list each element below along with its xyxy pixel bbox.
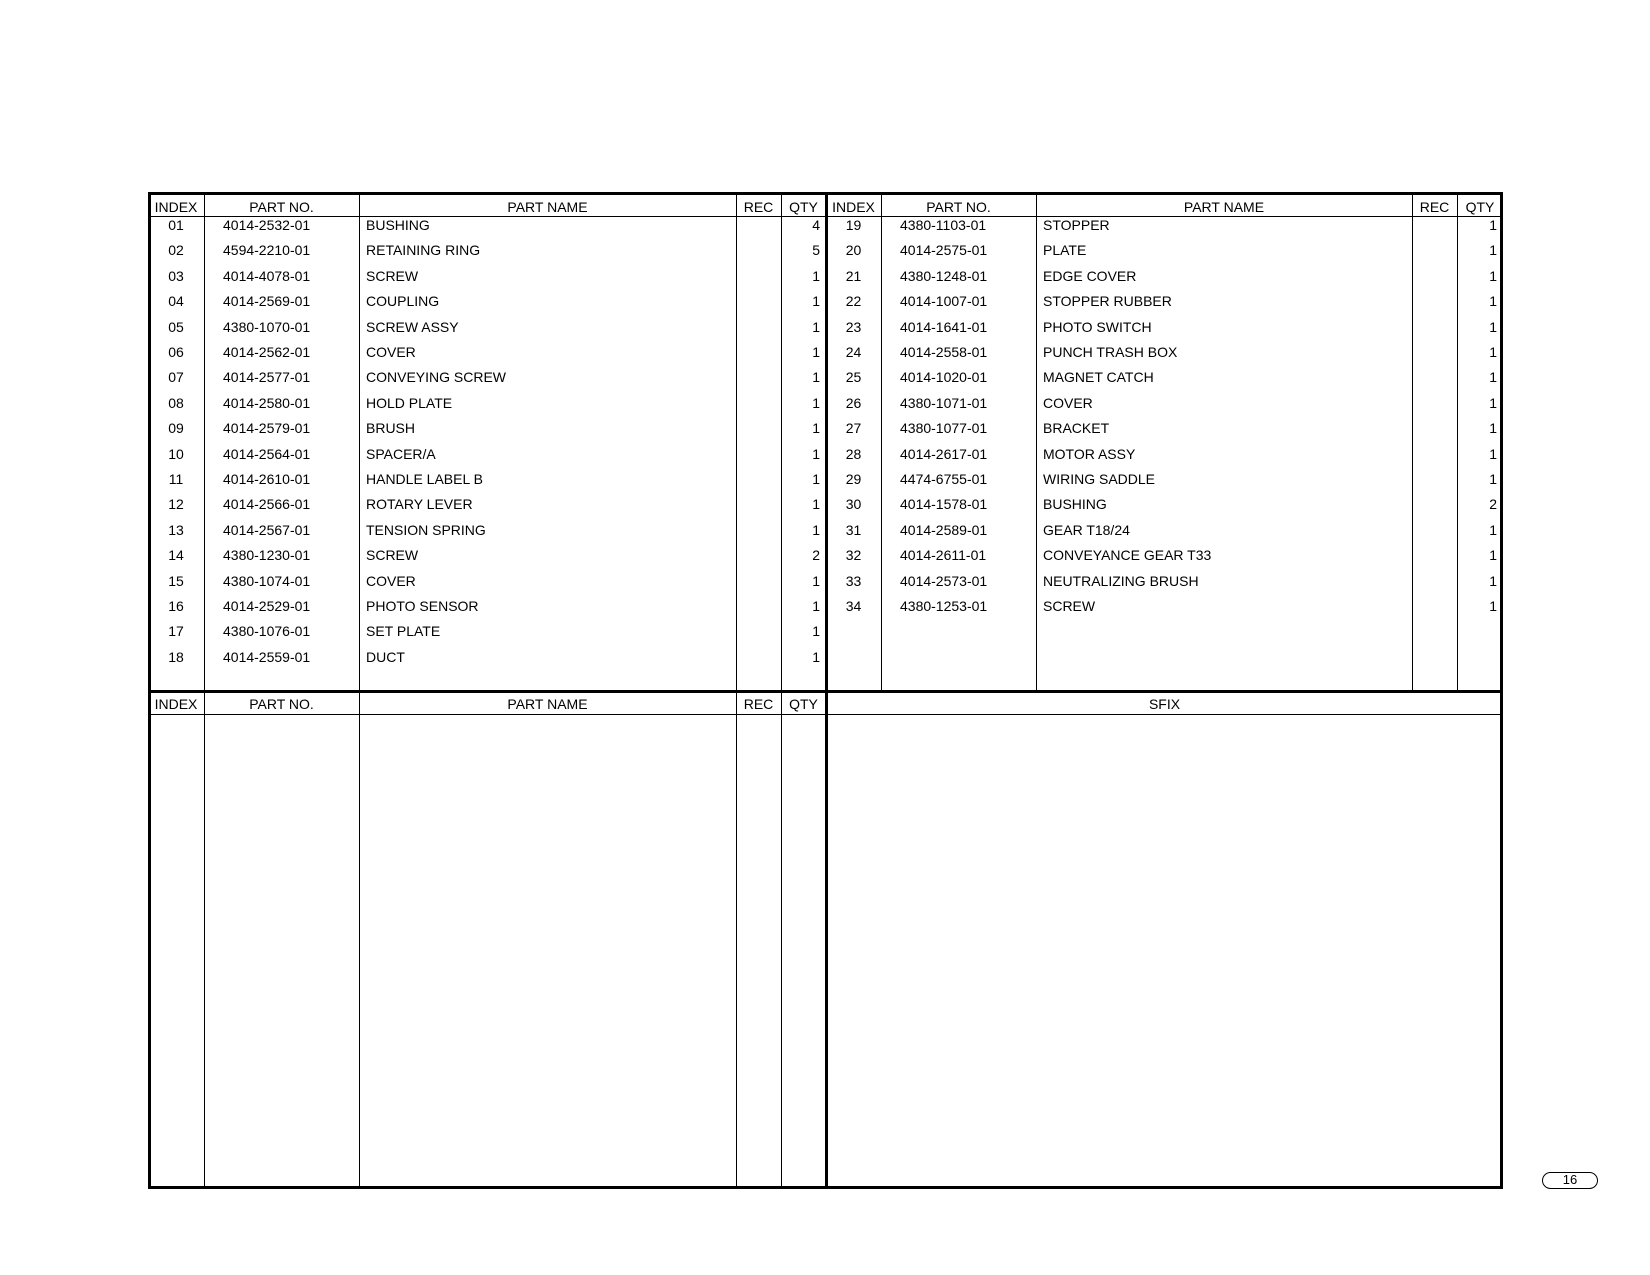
left-row-index: 17 <box>168 623 184 640</box>
left-row-part-name: HANDLE LABEL B <box>366 471 483 487</box>
right-row-part-name: PUNCH TRASH BOX <box>1043 344 1178 360</box>
left-row-part-no: 4014-2580-01 <box>223 394 311 411</box>
left-row-index: 14 <box>168 547 184 564</box>
right-column-divider <box>881 192 882 692</box>
left-row-qty: 1 <box>812 445 820 462</box>
left-row-index: 07 <box>168 369 184 386</box>
left-row-qty: 1 <box>812 623 820 640</box>
right-row-index: 26 <box>845 394 862 411</box>
left-row-index: 05 <box>168 318 184 335</box>
right-column-divider <box>1412 192 1413 692</box>
right-row-qty: 1 <box>1489 242 1497 259</box>
left-row-part-name: SCREW <box>366 267 419 284</box>
right-row-index: 27 <box>845 420 862 437</box>
left-row-part-no: 4014-2529-01 <box>223 598 311 614</box>
right-row-part-no: 4380-1248-01 <box>900 267 988 284</box>
left-row-index: 16 <box>168 598 184 614</box>
left-row-part-name: COUPLING <box>366 293 440 310</box>
left-header-qty: QTY <box>789 199 818 215</box>
right-row-index: 31 <box>845 521 862 538</box>
left-row-part-name: CONVEYING SCREW <box>366 369 507 386</box>
right-row-part-no: 4380-1077-01 <box>900 420 988 437</box>
left-row-index: 09 <box>168 420 184 437</box>
left-row-part-no: 4014-2567-01 <box>223 521 311 538</box>
left-row-index: 11 <box>168 471 184 487</box>
left-row-part-name: BRUSH <box>366 420 416 437</box>
right-row-qty: 1 <box>1489 572 1497 589</box>
right-row-qty: 1 <box>1489 598 1497 614</box>
right-header-part-name: PART NAME <box>1183 199 1265 215</box>
right-row-part-name: STOPPER RUBBER <box>1043 293 1172 310</box>
right-row-part-name: CONVEYANCE GEAR T33 <box>1043 547 1212 564</box>
left-row-index: 02 <box>168 242 184 259</box>
right-row-qty: 1 <box>1489 547 1497 564</box>
left-header-part-name: PART NAME <box>507 199 588 215</box>
left-row-part-name: BUSHING <box>366 217 430 233</box>
right-row-part-name: EDGE COVER <box>1043 267 1137 284</box>
right-row-index: 22 <box>845 293 862 310</box>
left-row-part-no: 4014-2577-01 <box>223 369 311 386</box>
right-row-qty: 1 <box>1489 293 1497 310</box>
left-row-part-name: SET PLATE <box>366 623 441 640</box>
right-row-part-name: PLATE <box>1043 242 1087 259</box>
right-column-divider <box>1036 192 1037 692</box>
left-row-qty: 1 <box>812 267 820 284</box>
left-row-qty: 1 <box>812 496 820 513</box>
left-row-qty: 1 <box>812 394 820 411</box>
right-row-part-name: STOPPER <box>1043 217 1110 233</box>
right-row-part-name: MAGNET CATCH <box>1043 369 1154 386</box>
left-row-part-no: 4594-2210-01 <box>223 242 311 259</box>
left-row-part-no: 4014-2579-01 <box>223 420 311 437</box>
right-row-part-no: 4014-2589-01 <box>900 521 988 538</box>
left-row-part-no: 4380-1070-01 <box>223 318 311 335</box>
right-row-qty: 1 <box>1489 217 1497 233</box>
left-row-index: 01 <box>168 217 184 233</box>
right-row-part-no: 4014-1578-01 <box>900 496 988 513</box>
sfix-header: SFIX <box>1148 696 1181 712</box>
left-row-part-no: 4014-2569-01 <box>223 293 311 310</box>
right-row-qty: 1 <box>1489 420 1497 437</box>
left-row-qty: 4 <box>812 217 820 233</box>
right-row-part-no: 4014-2611-01 <box>900 547 987 564</box>
right-row-index: 24 <box>845 344 862 360</box>
right-row-part-no: 4014-2575-01 <box>900 242 988 259</box>
left-row-part-name: ROTARY LEVER <box>366 496 473 513</box>
bottom-header-index: INDEX <box>154 696 198 712</box>
left-row-part-no: 4014-2566-01 <box>223 496 311 513</box>
right-row-part-no: 4014-2617-01 <box>900 445 988 462</box>
left-row-part-no: 4380-1076-01 <box>223 623 311 640</box>
left-row-index: 18 <box>168 648 184 665</box>
right-row-part-name: GEAR T18/24 <box>1043 521 1130 538</box>
right-row-part-name: NEUTRALIZING BRUSH <box>1043 572 1199 589</box>
left-row-index: 15 <box>168 572 184 589</box>
right-row-qty: 1 <box>1489 318 1497 335</box>
right-row-part-no: 4014-1020-01 <box>900 369 988 386</box>
left-row-qty: 1 <box>812 572 820 589</box>
left-row-qty: 1 <box>812 293 820 310</box>
right-row-qty: 1 <box>1489 369 1497 386</box>
left-row-qty: 1 <box>812 344 820 360</box>
left-row-qty: 1 <box>812 369 820 386</box>
center-divider <box>825 192 828 1189</box>
right-row-part-no: 4014-1641-01 <box>900 318 988 335</box>
page-number-badge: 16 <box>1542 1172 1598 1189</box>
right-row-index: 25 <box>845 369 862 386</box>
left-row-part-name: HOLD PLATE <box>366 394 453 411</box>
left-row-part-no: 4014-2559-01 <box>223 648 311 665</box>
left-row-part-no: 4014-2564-01 <box>223 445 311 462</box>
left-row-part-no: 4014-2610-01 <box>223 471 311 487</box>
right-row-qty: 1 <box>1489 445 1497 462</box>
right-row-qty: 1 <box>1489 394 1497 411</box>
bottom-header-part-no: PART NO. <box>249 696 314 712</box>
left-row-part-no: 4380-1230-01 <box>223 547 311 564</box>
left-row-qty: 1 <box>812 318 820 335</box>
left-row-qty: 1 <box>812 598 820 614</box>
right-row-part-name: BUSHING <box>1043 496 1107 513</box>
right-row-index: 20 <box>845 242 862 259</box>
left-row-part-no: 4380-1074-01 <box>223 572 311 589</box>
left-row-part-name: SCREW <box>366 547 419 564</box>
left-header-rec: REC <box>743 199 774 215</box>
right-row-qty: 1 <box>1489 267 1497 284</box>
left-row-qty: 1 <box>812 471 820 487</box>
right-header-part-no: PART NO. <box>926 199 991 215</box>
left-row-part-name: TENSION SPRING <box>366 521 486 538</box>
right-row-index: 23 <box>845 318 862 335</box>
left-row-index: 04 <box>168 293 184 310</box>
left-row-qty: 2 <box>812 547 820 564</box>
bottom-header-qty: QTY <box>789 696 818 712</box>
right-row-part-no: 4014-1007-01 <box>900 293 988 310</box>
left-column-divider <box>736 192 737 1189</box>
left-row-part-no: 4014-2532-01 <box>223 217 311 233</box>
right-row-index: 28 <box>845 445 862 462</box>
right-row-index: 34 <box>845 598 862 614</box>
right-row-part-no: 4380-1071-01 <box>900 394 988 411</box>
left-row-part-name: COVER <box>366 344 416 360</box>
bottom-header-rec: REC <box>743 696 774 712</box>
bottom-header-part-name: PART NAME <box>507 696 588 712</box>
right-row-index: 30 <box>845 496 862 513</box>
right-row-part-name: WIRING SADDLE <box>1043 471 1156 487</box>
right-row-qty: 1 <box>1489 521 1497 538</box>
left-row-part-no: 4014-4078-01 <box>223 267 311 284</box>
left-row-qty: 5 <box>812 242 820 259</box>
left-row-index: 08 <box>168 394 184 411</box>
left-row-qty: 1 <box>812 420 820 437</box>
right-row-index: 19 <box>845 217 862 233</box>
right-row-part-name: PHOTO SWITCH <box>1043 318 1152 335</box>
left-row-part-name: COVER <box>366 572 416 589</box>
right-row-index: 32 <box>845 547 862 564</box>
left-column-divider <box>781 192 782 1189</box>
left-row-index: 03 <box>168 267 184 284</box>
right-header-qty: QTY <box>1465 199 1495 215</box>
right-row-part-name: COVER <box>1043 394 1093 411</box>
right-row-index: 21 <box>845 267 862 284</box>
right-row-part-name: BRACKET <box>1043 420 1110 437</box>
left-header-part-no: PART NO. <box>249 199 314 215</box>
right-row-index: 29 <box>845 471 862 487</box>
right-row-index: 33 <box>845 572 862 589</box>
left-row-part-name: RETAINING RING <box>366 242 481 259</box>
left-row-index: 12 <box>168 496 184 513</box>
right-row-qty: 1 <box>1489 344 1497 360</box>
left-row-qty: 1 <box>812 521 820 538</box>
right-row-part-no: 4014-2573-01 <box>900 572 988 589</box>
left-row-qty: 1 <box>812 648 820 665</box>
left-row-part-name: DUCT <box>366 648 405 665</box>
left-row-part-name: PHOTO SENSOR <box>366 598 479 614</box>
left-row-part-name: SCREW ASSY <box>366 318 459 335</box>
left-row-part-no: 4014-2562-01 <box>223 344 311 360</box>
right-row-part-no: 4380-1103-01 <box>900 217 987 233</box>
right-row-part-no: 4014-2558-01 <box>900 344 988 360</box>
right-row-qty: 1 <box>1489 471 1497 487</box>
left-row-index: 06 <box>168 344 184 360</box>
left-column-divider <box>204 192 205 1189</box>
left-row-index: 13 <box>168 521 184 538</box>
left-row-index: 10 <box>168 445 184 462</box>
right-row-qty: 2 <box>1489 496 1497 513</box>
right-row-part-name: SCREW <box>1043 598 1096 614</box>
left-row-part-name: SPACER/A <box>366 445 436 462</box>
left-header-index: INDEX <box>154 199 198 215</box>
right-header-index: INDEX <box>832 199 875 215</box>
right-header-rec: REC <box>1419 199 1450 215</box>
right-row-part-no: 4380-1253-01 <box>900 598 988 614</box>
left-column-divider <box>359 192 360 1189</box>
right-row-part-name: MOTOR ASSY <box>1043 445 1136 462</box>
right-row-part-no: 4474-6755-01 <box>900 471 988 487</box>
